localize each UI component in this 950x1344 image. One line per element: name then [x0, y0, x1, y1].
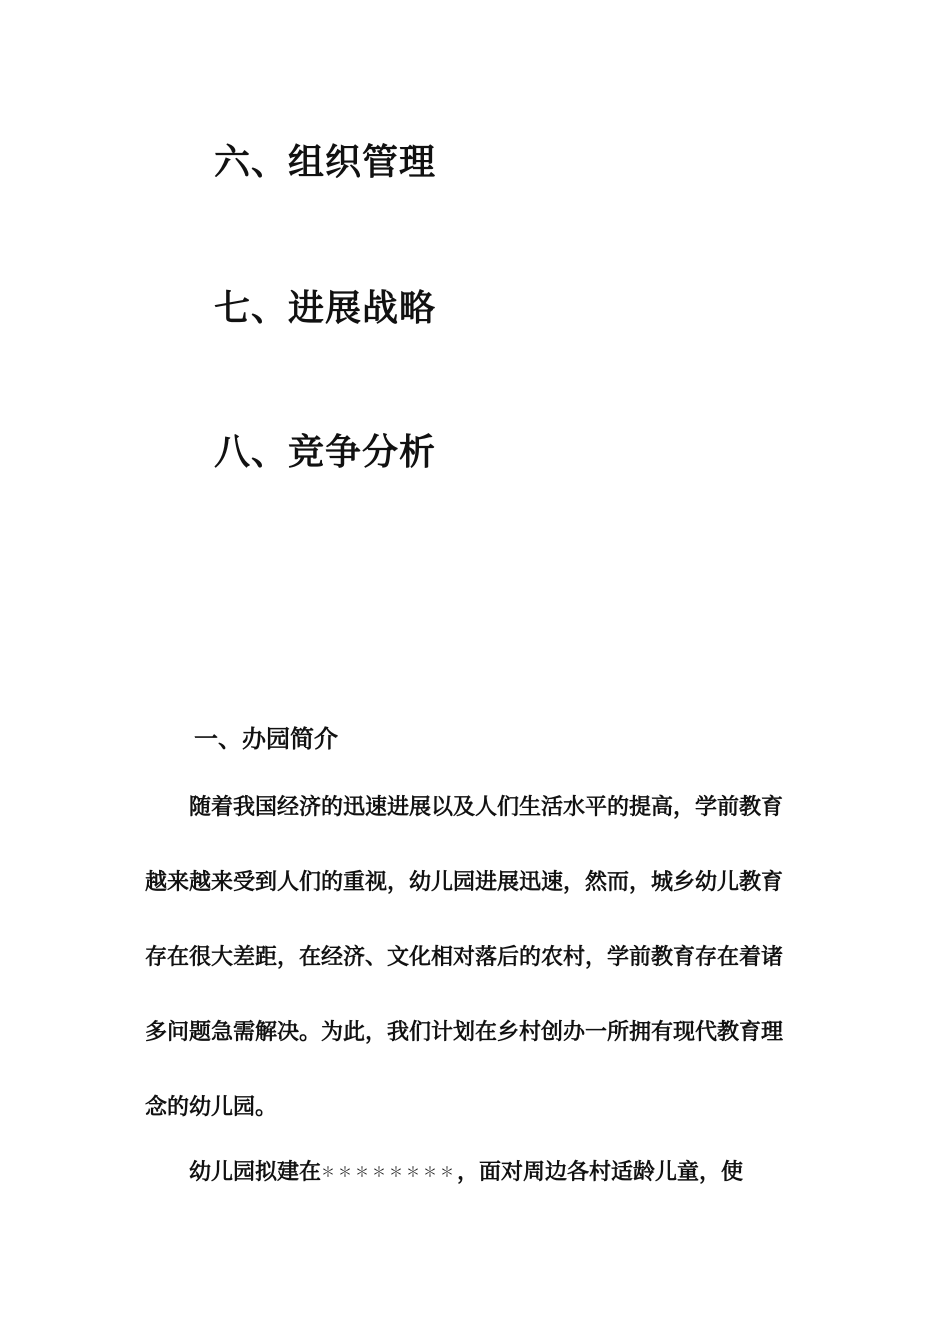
location-prefix: 幼儿园拟建在	[189, 1159, 322, 1185]
toc-item-6: 六、组织管理	[214, 141, 437, 183]
paragraph-line: 越来越来受到人们的重视，幼儿园进展迅速，然而，城乡幼儿教育	[145, 869, 784, 895]
location-suffix: ，面对周边各村适龄儿童，使	[457, 1159, 744, 1185]
paragraph-line: 多问题急需解决。为此，我们计划在乡村创办一所拥有现代教育理	[145, 1019, 784, 1045]
redacted-location: ＊＊＊＊＊＊＊＊	[321, 1165, 458, 1181]
toc-item-7: 七、进展战略	[214, 287, 437, 329]
paragraph-line-location	[189, 1157, 743, 1188]
paragraph-line: 存在很大差距，在经济、文化相对落后的农村，学前教育存在着诸	[145, 944, 784, 970]
paragraph-line: 念的幼儿园。	[145, 1094, 278, 1120]
paragraph-line: 随着我国经济的迅速进展以及人们生活水平的提高，学前教育	[189, 794, 784, 820]
toc-item-8: 八、竞争分析	[214, 431, 437, 473]
section-heading-intro: 一、办园简介	[194, 724, 338, 753]
